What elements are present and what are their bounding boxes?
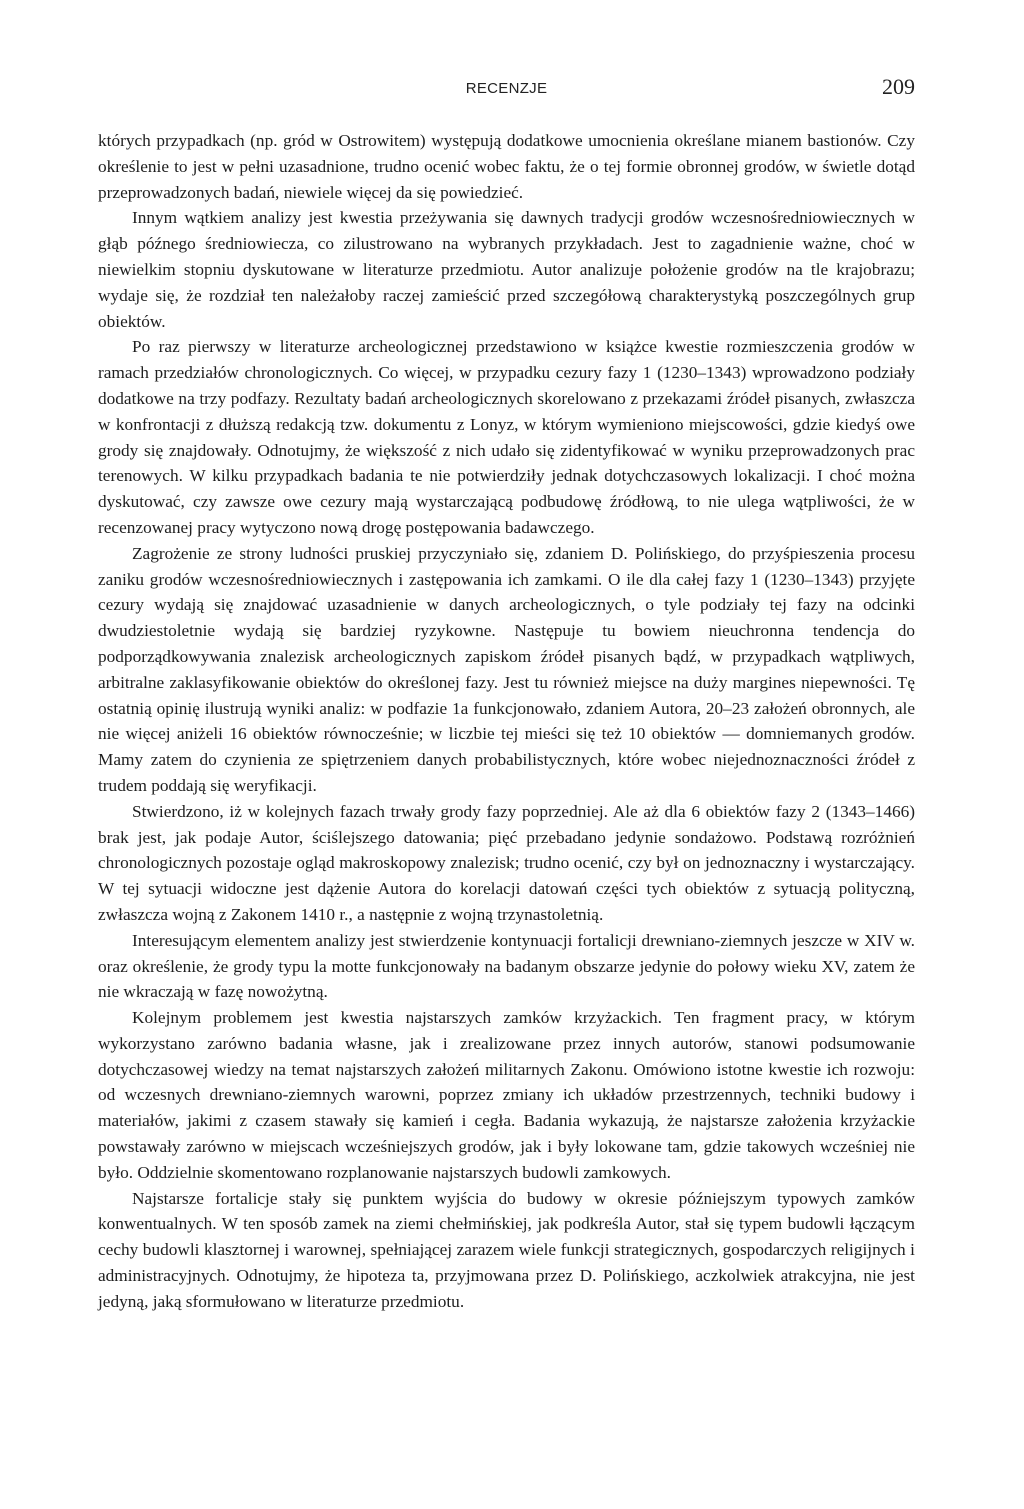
paragraph: których przypadkach (np. gród w Ostrowitem) występują dodatkowe umocnienia określane mianem bastionów. Czy określenie to jest w pełni uzasadnione, trudno ocenić wobec faktu, że o tej formie obronnej grodów, w świetle dotąd przeprowadzonych badań, niewiele więcej da się powiedzieć. [98, 131, 915, 202]
paragraph: Stwierdzono, iż w kolejnych fazach trwały grody fazy poprzedniej. Ale aż dla 6 obiektów fazy 2 (1343–1466) brak jest, jak podaje Autor, ściślejszego datowania; pięć przebadano jedynie sondażowo. Podstawą rozróżnień chronologicznych pozostaje ogląd makroskopowy znalezisk; trudno ocenić, czy był on jednoznaczny i wystarczający. W tej sytuacji widoczne jest dążenie Autora do korelacji datowań części tych obiektów z sytuacją polityczną, zwłaszcza wojną z Zakonem 1410 r., a następnie z wojną trzynastoletnią. [98, 801, 915, 924]
paragraph: Kolejnym problemem jest kwestia najstarszych zamków krzyżackich. Ten fragment pracy, w którym wykorzystano zarówno badania własne, jak i zrealizowane przez innych autorów, stanowi podsumowanie dotychczasowej wiedzy na temat najstarszych założeń militarnych Zakonu. Omówiono istotne kwestie ich rozwoju: od wczesnych drewniano-ziemnych warowni, poprzez zmiany ich układów przestrzennych, techniki budowy i materiałów, jakimi z czasem stawały się kamień i cegła. Badania wykazują, że najstarsze założenia krzyżackie powstawały zarówno w miejscach wcześniejszych grodów, jak i były lokowane tam, gdzie takowych wcześniej nie było. Oddzielnie skomentowano rozplanowanie najstarszych budowli zamkowych. [98, 1008, 915, 1182]
page-header [98, 74, 915, 106]
paragraph: Najstarsze fortalicje stały się punktem wyjścia do budowy w okresie późniejszym typowych zamków konwentualnych. W ten sposób zamek na ziemi chełmińskiej, jak podkreśla Autor, stał się typem budowli łączącym cechy budowli klasztornej i warownej, spełniającej zarazem wiele funkcji strategicznych, gospodarczych religijnych i administracyjnych. Odnotujmy, że hipoteza ta, przyjmowana przez D. Polińskiego, aczkolwiek atrakcyjna, nie jest jedyną, jaką sformułowano w literaturze przedmiotu. [98, 1188, 915, 1311]
paragraph: Innym wątkiem analizy jest kwestia przeżywania się dawnych tradycji grodów wczesnośredniowiecznych w głąb późnego średniowiecza, co zilustrowano na wybranych przykładach. Jest to zagadnienie ważne, choć w niewielkim stopniu dyskutowane w literaturze przedmiotu. Autor analizuje położenie grodów na tle krajobrazu; wydaje się, że rozdział ten należałoby raczej zamieścić przed szczegółową charakterystyką poszczególnych grup obiektów. [98, 208, 915, 331]
paragraph: Zagrożenie ze strony ludności pruskiej przyczyniało się, zdaniem D. Polińskiego, do przyśpieszenia procesu zaniku grodów wczesnośredniowiecznych i zastępowania ich zamkami. O ile dla całej fazy 1 (1230–1343) przyjęte cezury wydają się znajdować uzasadnienie w danych archeologicznych, o tyle podziały tej fazy na odcinki dwudziestoletnie wydają się bardziej ryzykowne. Następuje tu bowiem nieuchronna tendencja do podporządkowywania znalezisk archeologicznych zapiskom źródeł pisanych bądź, w przypadkach wątpliwych, arbitralne zaklasyfikowanie obiektów do określonej fazy. Jest tu również miejsce na duży margines niepewności. Tę ostatnią opinię ilustrują wyniki analiz: w podfazie 1a funkcjonowało, zdaniem Autora, 20–23 założeń obronnych, ale nie więcej aniżeli 16 obiektów równocześnie; w liczbie tej mieści się też 10 obiektów — domniemanych grodów. Mamy zatem do czynienia ze spiętrzeniem danych probabilistycznych, które wobec niejednoznaczności źródeł z trudem poddają się weryfikacji. [98, 543, 915, 795]
running-head: RECENZJE [465, 80, 548, 97]
page-number: 209 [882, 74, 915, 99]
review-body [98, 128, 915, 1315]
paragraph: Interesującym elementem analizy jest stwierdzenie kontynuacji fortalicji drewniano-ziemnych jeszcze w XIV w. oraz określenie, że grody typu la motte funkcjonowały na badanym obszarze jedynie do połowy wieku XV, zatem że nie wkraczają w fazę nowożytną. [98, 930, 915, 1002]
paragraph: Po raz pierwszy w literaturze archeologicznej przedstawiono w książce kwestie rozmieszczenia grodów w ramach przedziałów chronologicznych. Co więcej, w przypadku cezury fazy 1 (1230–1343) wprowadzono podziały dodatkowe na trzy podfazy. Rezultaty badań archeologicznych skorelowano z przekazami źródeł pisanych, zwłaszcza w konfrontacji z dłuższą redakcją tzw. dokumentu z Lonyz, w którym wymieniono miejscowości, gdzie kiedyś owe grody się znajdowały. Odnotujmy, że większość z nich udało się zidentyfikować w wyniku przeprowadzonych prac terenowych. W kilku przypadkach badania te nie potwierdziły jednak dotychczasowych lokalizacji. I choć można dyskutować, czy zawsze owe cezury mają wystarczającą podbudowę źródłową, to nie ulega wątpliwości, że w recenzowanej pracy wytyczono nową drogę postępowania badawczego. [98, 337, 915, 537]
